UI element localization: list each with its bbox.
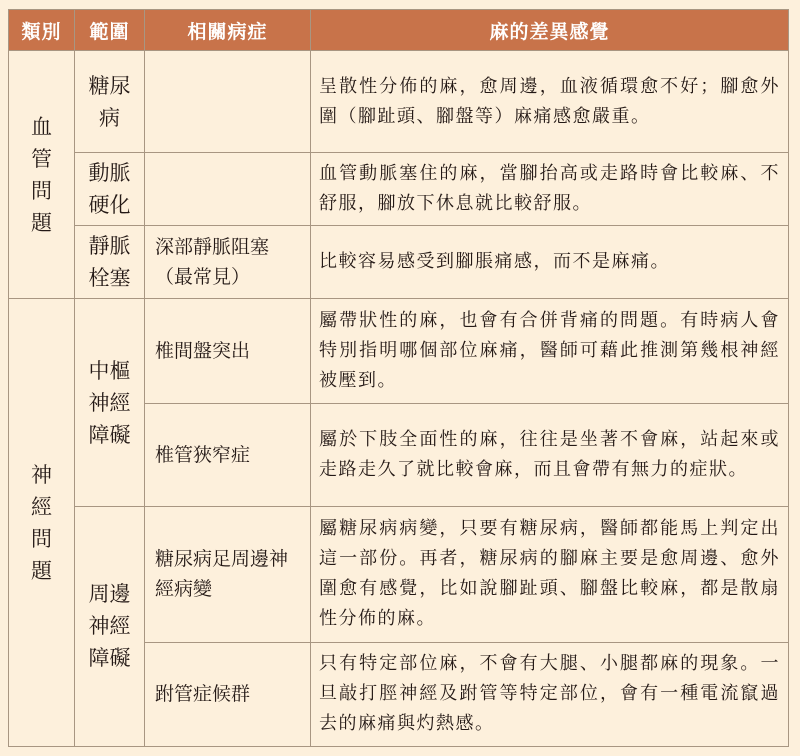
table-row — [9, 506, 789, 642]
disease-cell: 跗管症候群 — [145, 642, 311, 746]
disease-cell — [145, 226, 311, 299]
diff-cell: 比較容易感受到腳脹痛感，而不是麻痛。 — [311, 226, 789, 299]
comparison-table — [8, 9, 789, 747]
scope-label: 中樞神經障礙 — [88, 358, 131, 447]
header-row — [9, 10, 789, 51]
category-label: 血管問題 — [31, 114, 52, 235]
header-category: 類別 — [9, 10, 75, 51]
header-difference: 麻的差異感覺 — [311, 10, 789, 51]
category-label: 神經問題 — [31, 462, 52, 583]
scope-thrombosis — [75, 226, 145, 299]
table-row — [9, 51, 789, 153]
table-row — [9, 299, 789, 403]
header-scope: 範圍 — [75, 10, 145, 51]
disease-cell: 椎管狹窄症 — [145, 403, 311, 506]
diff-cell: 屬帶狀性的麻，也會有合併背痛的問題。有時病人會特別指明哪個部位麻痛，醫師可藉此推測第幾根神經被壓到。 — [311, 299, 789, 403]
disease-cell — [145, 153, 311, 226]
scope-central — [75, 299, 145, 507]
disease-cell — [145, 506, 311, 642]
scope-label: 周邊神經障礙 — [88, 582, 131, 671]
category-nerve — [9, 299, 75, 747]
diff-cell: 只有特定部位麻，不會有大腿、小腿都麻的現象。一旦敲打脛神經及跗管等特定部位，會有一種電流竄過去的麻痛與灼熱感。 — [311, 642, 789, 746]
scope-label: 靜脈栓塞 — [88, 234, 131, 291]
disease-label: 深部靜脈阻塞（最常見） — [155, 236, 270, 289]
scope-label: 糖尿病 — [88, 73, 131, 130]
scope-atherosclerosis — [75, 153, 145, 226]
table-row — [9, 153, 789, 226]
disease-cell: 椎間盤突出 — [145, 299, 311, 403]
diff-cell: 屬糖尿病病變，只要有糖尿病，醫師都能馬上判定出這一部份。再者，糖尿病的腳麻主要是愈周邊、愈外圍愈有感覺，比如說腳趾頭、腳盤比較麻，都是散扇性分佈的麻。 — [311, 506, 789, 642]
header-disease: 相關病症 — [145, 10, 311, 51]
diff-cell: 血管動脈塞住的麻，當腳抬高或走路時會比較麻、不舒服，腳放下休息就比較舒服。 — [311, 153, 789, 226]
scope-peripheral — [75, 506, 145, 746]
table-row — [9, 226, 789, 299]
scope-label: 動脈硬化 — [88, 161, 131, 218]
disease-label: 糖尿病足周邊神經病變 — [155, 548, 289, 601]
diff-cell: 呈散性分佈的麻，愈周邊，血液循環愈不好；腳愈外圍（腳趾頭、腳盤等）麻痛感愈嚴重。 — [311, 51, 789, 153]
scope-diabetes — [75, 51, 145, 153]
diff-cell: 屬於下肢全面性的麻，往往是坐著不會麻，站起來或走路走久了就比較會麻，而且會帶有無力的症狀。 — [311, 403, 789, 506]
category-vascular — [9, 51, 75, 299]
disease-cell — [145, 51, 311, 153]
